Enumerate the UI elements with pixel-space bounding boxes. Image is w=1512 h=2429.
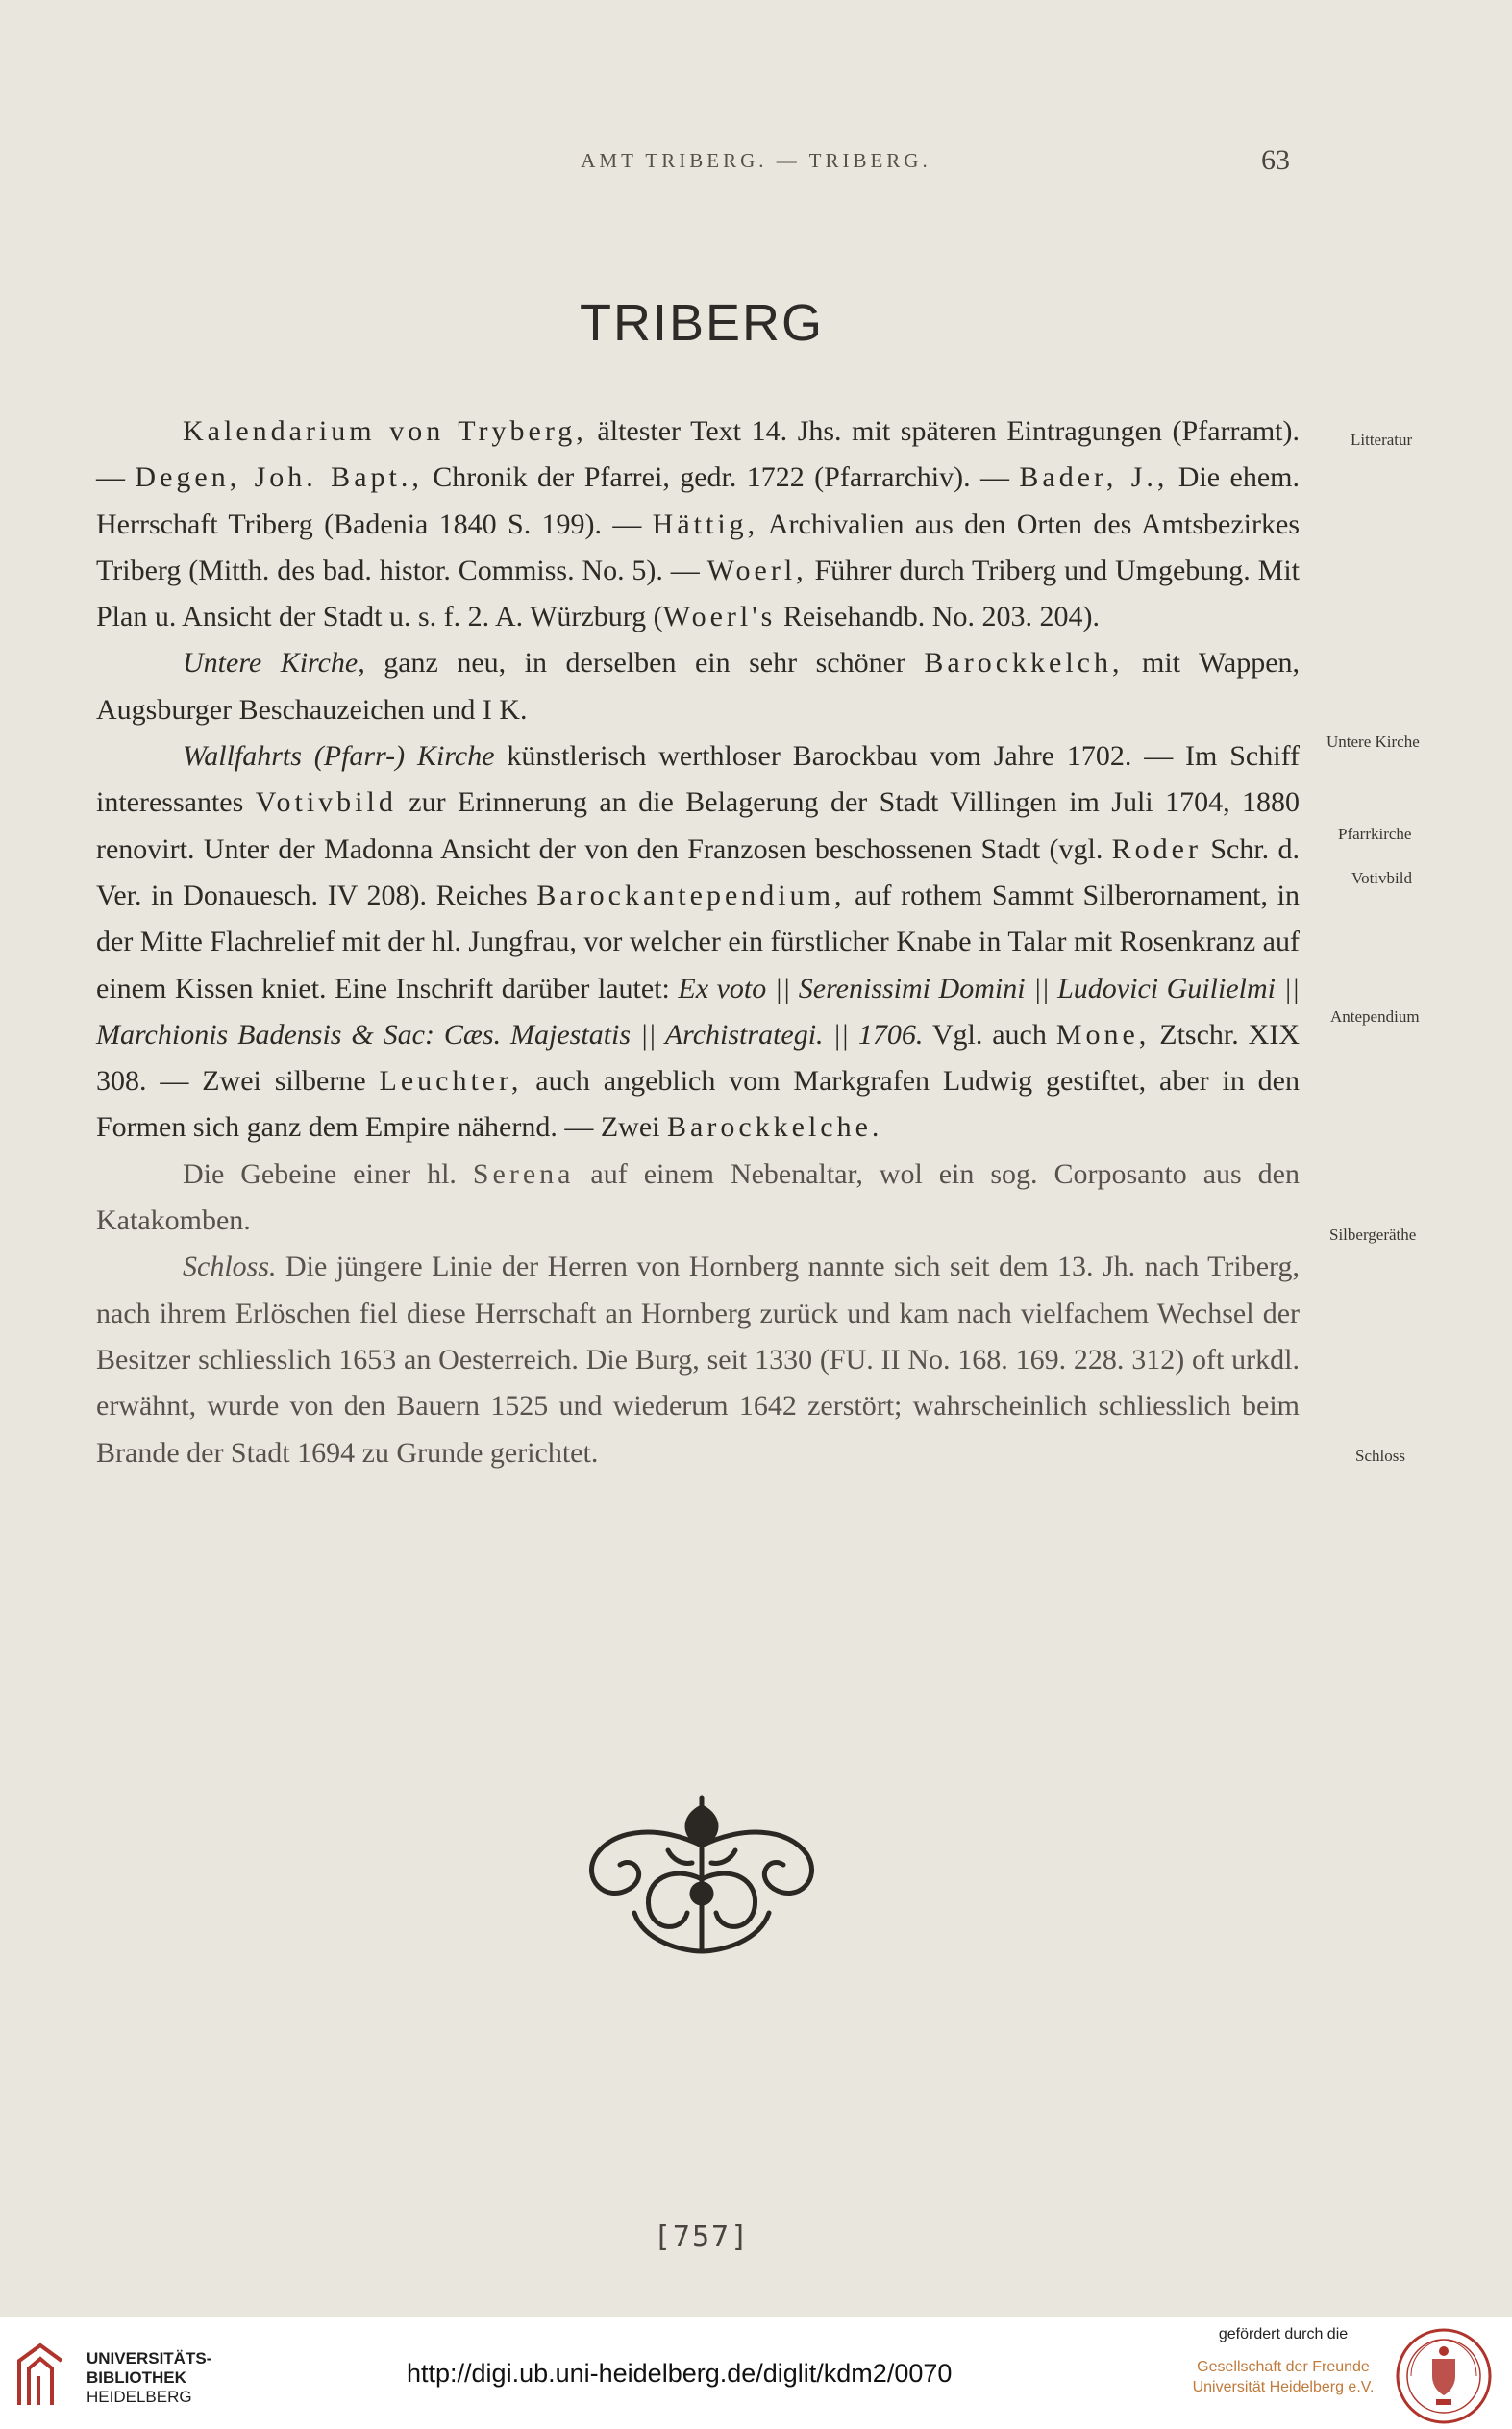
paragraph-schloss: Schloss. Die jüngere Linie der Herren von Hornberg nannte sich seit dem 13. Jh. nach Triberg, nach ihrem Erlöschen fiel diese Herrschaft an Hornberg zurück und kam nach vielfachem Wechsel der Besitzer schliesslich 1653 an Oesterreich. Die Burg, seit 1330 (FU. II No. 168. 169. 228. 312) oft urkdl. erwähnt, wurde von den Bauern 1525 und wiederum 1642 zerstört; wahrscheinlich schliesslich beim Brande der Stadt 1694 zu Grunde gerichtet. bbox=[96, 1251, 1300, 1469]
margin-note-antependium: Antependium bbox=[1330, 1007, 1420, 1026]
paragraph-untere-kirche: Untere Kirche, ganz neu, in derselben ein sehr schöner Barockkelch, mit Wappen, Augsburger Beschauzeichen und I K. bbox=[96, 647, 1301, 726]
margin-note-votivbild: Votivbild bbox=[1351, 869, 1412, 887]
margin-note-schloss: Schloss bbox=[1355, 1447, 1405, 1465]
ornament-vignette-icon bbox=[577, 1788, 827, 1961]
margin-note-litteratur: Litteratur bbox=[1351, 431, 1413, 449]
sponsor-by-label: gefördert durch die bbox=[1218, 2326, 1349, 2342]
university-library-logo-icon[interactable] bbox=[15, 2342, 65, 2409]
margin-note-pfarrkirche: Pfarrkirche bbox=[1338, 825, 1412, 843]
paragraph-serena: Die Gebeine einer hl. Serena auf einem Nebenaltar, wol ein sog. Corposanto aus den Katakomben. bbox=[96, 1157, 1300, 1237]
page-title: TRIBERG bbox=[579, 294, 825, 352]
sheet-signature: [757] bbox=[653, 2220, 751, 2254]
sponsor-block[interactable] bbox=[1173, 2326, 1394, 2397]
running-head: AMT TRIBERG. — TRIBERG. bbox=[581, 149, 931, 172]
margin-note-untere-kirche: Untere Kirche bbox=[1326, 732, 1420, 751]
page-number: 63 bbox=[1261, 144, 1290, 176]
body-text bbox=[96, 409, 1300, 1476]
sponsor-org-line1: Gesellschaft der Freunde bbox=[1197, 2359, 1370, 2375]
margin-note-silbergeraethe: Silbergeräthe bbox=[1329, 1226, 1417, 1244]
library-name[interactable]: UNIVERSITÄTS- BIBLIOTHEK HEIDELBERG bbox=[87, 2349, 212, 2406]
paragraph-literature: Kalendarium von Tryberg, ältester Text 14. Jhs. mit späteren Eintragungen (Pfarramt). — Degen, Joh. Bapt., Chronik der Pfarrei, gedr. 1722 (Pfarrarchiv). — Bader, J., Die ehem. Herrschaft Triberg (Badenia 1840 S. 199). — Hättig, Archivalien aus den Orten des Amtsbezirkes Triberg (Mitth. des bad. histor. Commiss. No. 5). — Woerl, Führer durch Triberg und Umgebung. Mit Plan u. Ansicht der Stadt u. s. f. 2. A. Würzburg (Woerl's Reisehandb. No. 203. 204). bbox=[96, 415, 1300, 633]
university-seal-icon[interactable] bbox=[1394, 2326, 1494, 2426]
paragraph-pfarrkirche: Wallfahrts (Pfarr-) Kirche künstlerisch werthloser Barockbau vom Jahre 1702. — Im Schiff interessantes Votivbild zur Erinnerung an die Belagerung der Stadt Villingen im Juli 1704, 1880 renovirt. Unter der Madonna Ansicht der von den Franzosen beschossenen Stadt (vgl. Roder Schr. d. Ver. in Donauesch. IV 208). Reiches Barockantependium, auf rothem Sammt Silberornament, in der Mitte Flachrelief mit der hl. Jungfrau, vor welcher ein fürstlicher Knabe in Talar mit Rosenkranz auf einem Kissen kniet. Eine Inschrift darüber lautet: Ex voto || Serenissimi Domini || Ludovici Guilielmi || Marchionis Badensis & Sac: Cæs. Majestatis || Archistrategi. || 1706. Vgl. auch Mone, Ztschr. XIX 308. — Zwei silberne Leuchter, auch angeblich vom Markgrafen Ludwig gestiftet, aber in den Formen sich ganz dem Empire nähernd. — Zwei Barockkelche. bbox=[96, 740, 1301, 1144]
sponsor-org-line2: Universität Heidelberg e.V. bbox=[1192, 2379, 1375, 2395]
permalink-url[interactable]: http://digi.ub.uni-heidelberg.de/diglit/kdm2/0070 bbox=[407, 2359, 953, 2388]
